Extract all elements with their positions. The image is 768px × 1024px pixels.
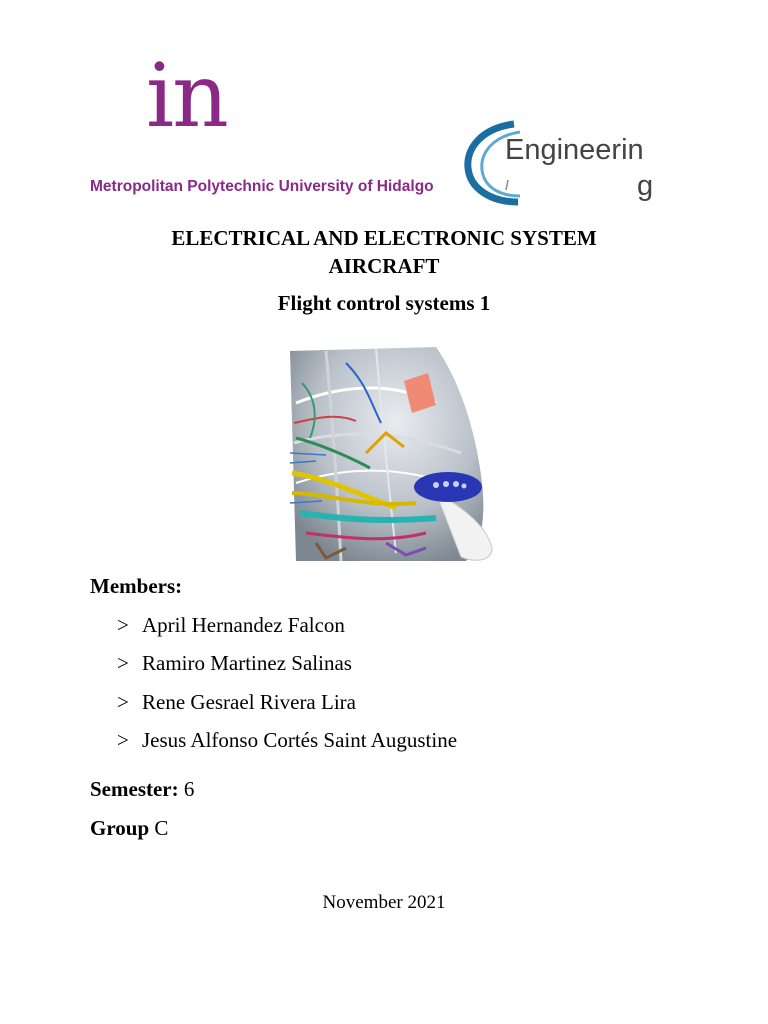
member-item xyxy=(117,690,356,715)
bullet-arrow: > xyxy=(117,651,129,675)
engineering-logo-text: Engineerin xyxy=(505,134,644,166)
member-item xyxy=(117,613,345,638)
member-name: Rene Gesrael Rivera Lira xyxy=(142,690,356,714)
semester-value: 6 xyxy=(183,777,195,801)
aircraft-cockpit-wiring-image xyxy=(286,343,496,565)
bullet-arrow: > xyxy=(117,613,129,637)
member-name: April Hernandez Falcon xyxy=(142,613,345,637)
university-name: Metropolitan Polytechnic University of Hidalgo xyxy=(90,178,434,195)
engineering-logo-text-continued: g xyxy=(637,170,654,202)
document-date: November 2021 xyxy=(322,892,446,913)
document-title-line-1: ELECTRICAL AND ELECTRONIC SYSTEM xyxy=(171,226,597,250)
members-heading: Members: xyxy=(90,574,183,598)
semester-line xyxy=(90,777,194,802)
group-label: Group xyxy=(90,816,150,840)
group-line xyxy=(90,816,168,841)
bullet-arrow: > xyxy=(117,728,129,752)
member-name: Jesus Alfonso Cortés Saint Augustine xyxy=(142,728,458,752)
member-name: Ramiro Martinez Salinas xyxy=(142,651,352,675)
member-item xyxy=(117,651,352,676)
document-title-line-2: AIRCRAFT xyxy=(328,254,440,278)
group-value: C xyxy=(154,816,169,840)
semester-label: Semester: xyxy=(90,777,179,801)
member-item xyxy=(117,728,457,753)
university-logo-letters: in xyxy=(146,44,227,147)
bullet-arrow: > xyxy=(117,690,129,714)
document-subtitle: Flight control systems 1 xyxy=(277,291,491,315)
